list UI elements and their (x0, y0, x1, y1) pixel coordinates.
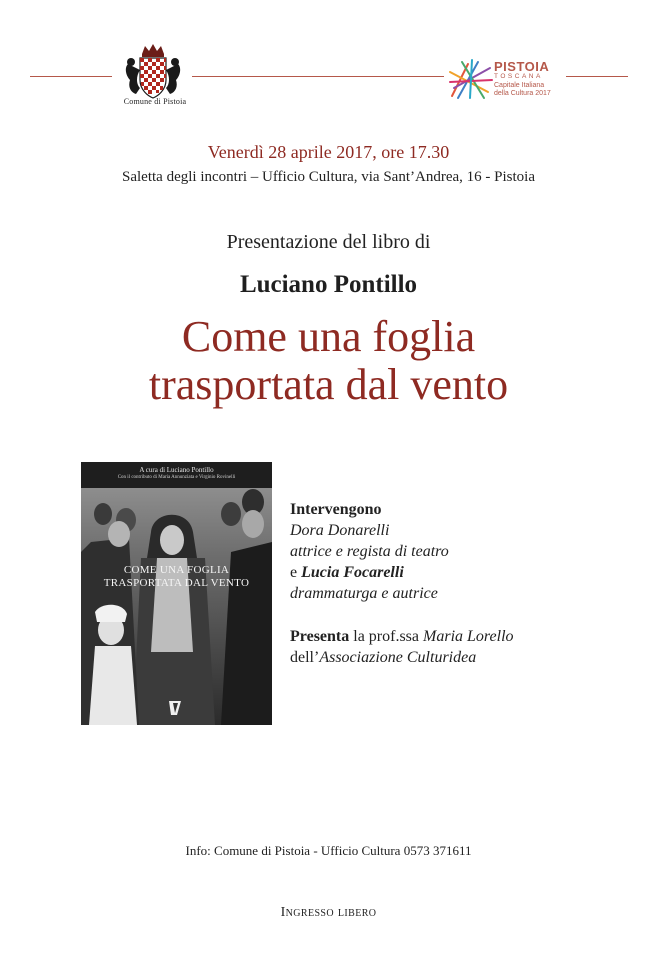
capitale-cultura-text (494, 60, 551, 97)
capitale-city: PISTOIA (494, 59, 550, 74)
speaker1-role: attrice e regista di teatro (290, 543, 449, 560)
presenter-line (290, 626, 514, 647)
entrance-note: Ingresso libero (280, 905, 377, 920)
cover-photo-illustration (81, 462, 272, 725)
publisher-logo-icon (165, 699, 185, 717)
cover-editor: A cura di Luciano Pontillo (139, 466, 214, 474)
presenter-prefix: la prof.ssa (353, 628, 420, 645)
cover-title (81, 564, 272, 590)
header-rule-right (566, 76, 628, 77)
comune-caption: Comune di Pistoia (123, 97, 187, 106)
association-line (290, 647, 514, 668)
cover-title-line1: COME UNA FOGLIA (123, 564, 230, 576)
speaker2-line (290, 562, 514, 583)
book-cover (81, 462, 272, 725)
cover-contributors: Con il contributo di Maria Annunziata e Virginio Rovinelli (117, 475, 236, 480)
presentation-line: Presentazione del libro di (226, 231, 431, 253)
presenter-label: Presenta (290, 628, 350, 645)
speakers-heading: Intervengono (290, 501, 382, 518)
capitale-line1: Capitale Italiana (494, 81, 545, 89)
event-venue: Saletta degli incontri – Ufficio Cultura, via Sant’Andrea, 16 - Pistoia (122, 169, 535, 185)
speaker2-role: drammaturga e autrice (290, 585, 438, 602)
speakers-block (290, 499, 514, 668)
speaker-conjunction: e (290, 564, 298, 581)
info-line: Info: Comune di Pistoia - Ufficio Cultura 0573 371611 (185, 843, 472, 858)
event-date: Venerdì 28 aprile 2017, ore 17.30 (207, 142, 450, 162)
pistoia-capitale-cultura-logo-icon (448, 58, 494, 100)
capitale-line2: della Cultura 2017 (494, 89, 551, 97)
speaker1-name: Dora Donarelli (290, 522, 390, 539)
capitale-region: TOSCANA (494, 73, 543, 80)
header-rule-left (30, 76, 112, 77)
association-name: Associazione Culturidea (319, 649, 477, 666)
book-author: Luciano Pontillo (239, 271, 418, 298)
book-title-line2: trasportata dal vento (148, 360, 509, 409)
book-title (0, 313, 657, 409)
book-title-line1: Come una foglia (181, 312, 476, 361)
speaker2-name: Lucia Focarelli (301, 564, 404, 581)
presenter-name: Maria Lorello (423, 628, 514, 645)
header-rule-middle (192, 76, 444, 77)
association-prefix: dell’ (290, 649, 320, 666)
cover-title-line2: TRASPORTATA DAL VENTO (103, 577, 250, 589)
